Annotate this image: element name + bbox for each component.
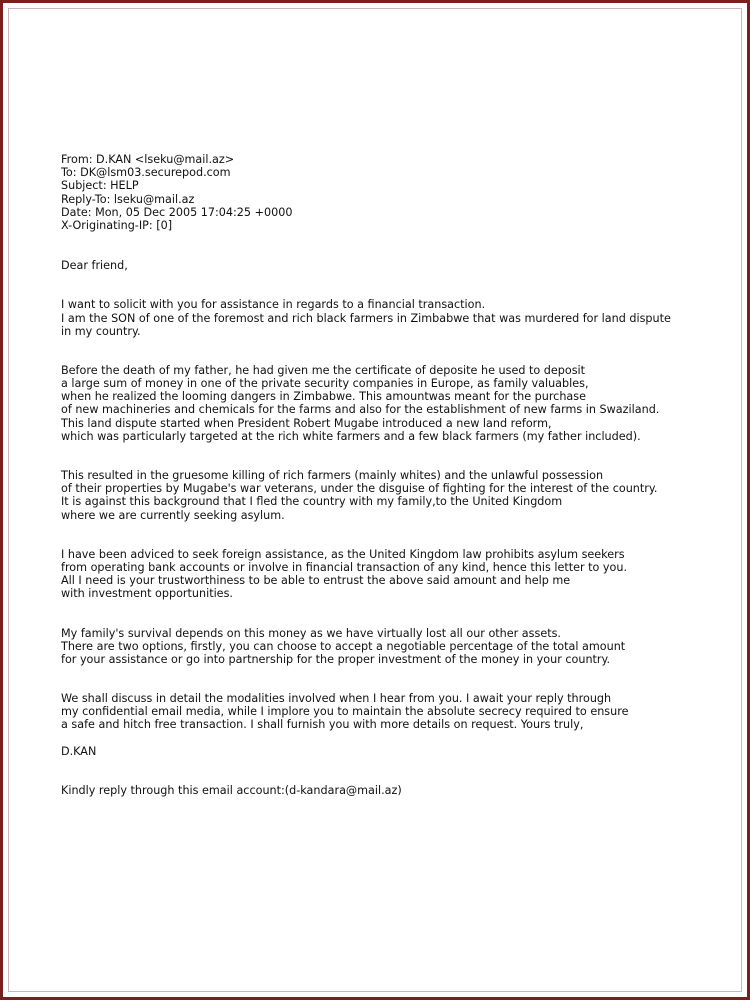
- paragraph-line: for your assistance or go into partnership for the proper investment of the money in your country.: [61, 652, 611, 666]
- signature: [61, 745, 701, 758]
- paragraph-line: Before the death of my father, he had given me the certificate of deposite he used to deposit: [61, 363, 586, 377]
- paragraph-line: in my country.: [61, 324, 141, 338]
- paragraph-line: from operating bank accounts or involve in financial transaction of any kind, hence this letter to you.: [61, 560, 628, 574]
- paragraph-line: a large sum of money in one of the private security companies in Europe, as family valuables,: [61, 377, 589, 391]
- paragraph-line: We shall discuss in detail the modalities involved when I hear from you. I await your reply through: [61, 692, 612, 706]
- header-reply-to: Reply-To: lseku@mail.az: [61, 192, 195, 206]
- paragraph-line: I have been adviced to seek foreign assistance, as the United Kingdom law prohibits asylum seekers: [61, 547, 625, 561]
- paragraph-line: This land dispute started when President Robert Mugabe introduced a new land reform,: [61, 416, 552, 430]
- header-from: From: D.KAN <lseku@mail.az>: [61, 153, 235, 166]
- paragraph-line: where we are currently seeking asylum.: [61, 508, 285, 522]
- header-originating-ip: X-Originating-IP: [0]: [61, 218, 173, 232]
- greeting: [61, 259, 701, 272]
- paragraph-closing: [61, 692, 701, 732]
- email-document: [61, 153, 701, 797]
- paragraph-request: [61, 298, 701, 338]
- paragraph-line: There are two options, firstly, you can choose to accept a negotiable percentage of the total amount: [61, 639, 626, 653]
- paragraph-line: I want to solicit with you for assistance in regards to a financial transaction.: [61, 298, 486, 312]
- signature-name: D.KAN: [61, 744, 97, 758]
- paragraph-line: This resulted in the gruesome killing of rich farmers (mainly whites) and the unlawful possession: [61, 469, 604, 482]
- greeting-line: Dear friend,: [61, 259, 128, 273]
- header-date: Date: Mon, 05 Dec 2005 17:04:25 +0000: [61, 205, 293, 219]
- paragraph-line: a safe and hitch free transaction. I shall furnish you with more details on request. Yours truly,: [61, 718, 584, 732]
- paragraph-line: It is against this background that I fled the country with my family,to the United Kingdom: [61, 495, 563, 509]
- reply-instruction-line: Kindly reply through this email account:(d-kandara@mail.az): [61, 783, 402, 797]
- paragraph-line: of their properties by Mugabe's war veterans, under the disguise of fighting for the interest of the country.: [61, 482, 658, 496]
- paragraph-line: which was particularly targeted at the rich white farmers and a few black farmers (my father included).: [61, 429, 641, 443]
- paragraph-line: All I need is your trustworthiness to be able to entrust the above said amount and help me: [61, 574, 571, 588]
- header-to: To: DK@lsm03.securepod.com: [61, 166, 231, 180]
- paragraph-line: of new machineries and chemicals for the farms and also for the establishment of new farms in Swaziland.: [61, 403, 660, 417]
- paragraph-asylum: [61, 469, 701, 522]
- paragraph-assistance: [61, 548, 701, 601]
- paragraph-line: when he realized the looming dangers in Zimbabwe. This amountwas meant for the purchase: [61, 390, 586, 404]
- paragraph-line: I am the SON of one of the foremost and rich black farmers in Zimbabwe that was murdered for land dispute: [61, 311, 671, 325]
- reply-instruction: [61, 784, 701, 797]
- email-headers: [61, 153, 701, 232]
- paragraph-line: My family's survival depends on this money as we have virtually lost all our other assets.: [61, 626, 561, 640]
- paragraph-line: my confidential email media, while I implore you to maintain the absolute secrecy required to ensure: [61, 705, 629, 719]
- paragraph-options: [61, 627, 701, 667]
- header-subject: Subject: HELP: [61, 179, 139, 193]
- paragraph-line: with investment opportunities.: [61, 587, 233, 601]
- paragraph-background: [61, 364, 701, 443]
